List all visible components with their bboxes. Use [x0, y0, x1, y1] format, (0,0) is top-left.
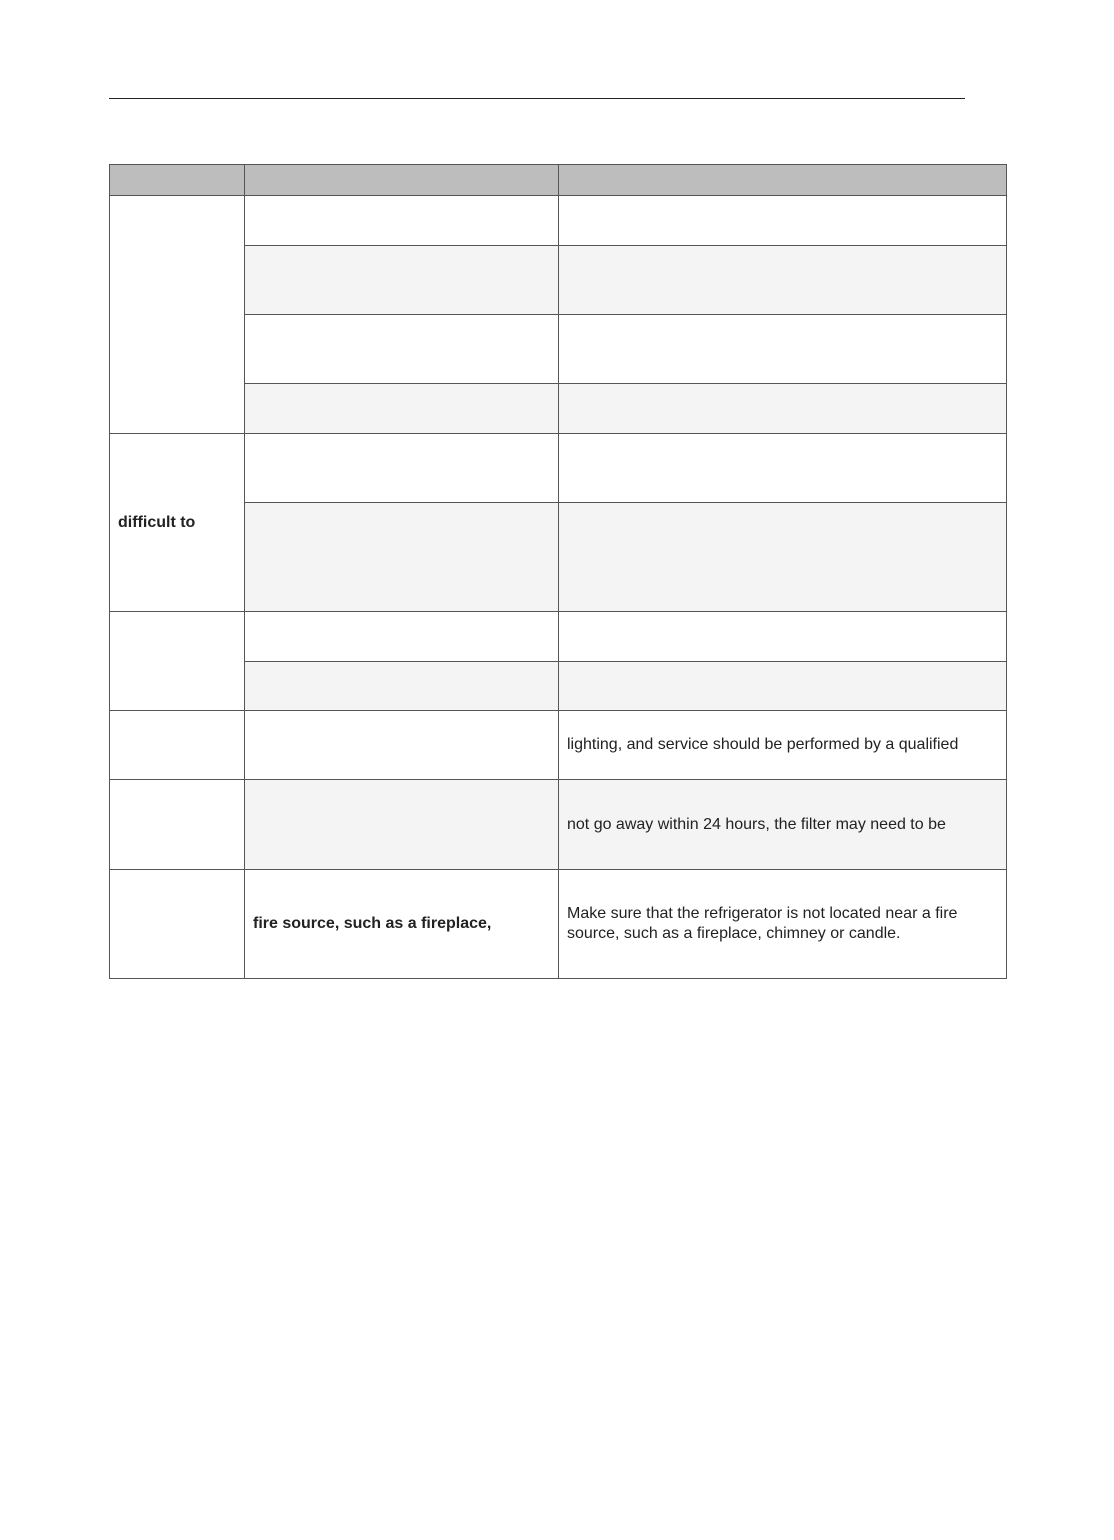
problem-cell [110, 196, 245, 434]
solution-cell [559, 196, 1007, 246]
cause-cell [245, 246, 559, 315]
cause-cell [245, 315, 559, 384]
table-row [110, 315, 1007, 384]
table-row [110, 711, 1007, 780]
header-cell-problem [110, 165, 245, 196]
cause-cell [245, 503, 559, 612]
header-rule [109, 98, 965, 99]
cause-cell [245, 711, 559, 780]
solution-cell [559, 315, 1007, 384]
problem-cell [110, 780, 245, 870]
cause-cell [245, 434, 559, 503]
header-cell-solution [559, 165, 1007, 196]
problem-cell [110, 870, 245, 979]
table-row [110, 612, 1007, 662]
table-row [110, 780, 1007, 870]
table-row [110, 662, 1007, 711]
cause-cell: fire source, such as a fireplace, [245, 870, 559, 979]
solution-cell [559, 503, 1007, 612]
solution-cell [559, 384, 1007, 434]
problem-cell [110, 612, 245, 711]
solution-cell: lighting, and service should be performed by a qualified [559, 711, 1007, 780]
problem-cell: difficult to [110, 434, 245, 612]
troubleshooting-table [109, 164, 1007, 979]
solution-cell [559, 246, 1007, 315]
cause-cell [245, 384, 559, 434]
solution-cell: not go away within 24 hours, the filter may need to be [559, 780, 1007, 870]
table-row [110, 196, 1007, 246]
solution-cell [559, 662, 1007, 711]
solution-cell [559, 434, 1007, 503]
table-row [110, 870, 1007, 979]
table-row [110, 246, 1007, 315]
problem-cell [110, 711, 245, 780]
table-header-row [110, 165, 1007, 196]
cause-cell [245, 196, 559, 246]
cause-cell [245, 780, 559, 870]
header-cell-cause [245, 165, 559, 196]
table-row [110, 384, 1007, 434]
cause-cell [245, 662, 559, 711]
cause-cell [245, 612, 559, 662]
table-row [110, 503, 1007, 612]
table-row [110, 434, 1007, 503]
solution-cell [559, 612, 1007, 662]
solution-cell: Make sure that the refrigerator is not located near a fire source, such as a fireplace, chimney or candle. [559, 870, 1007, 979]
